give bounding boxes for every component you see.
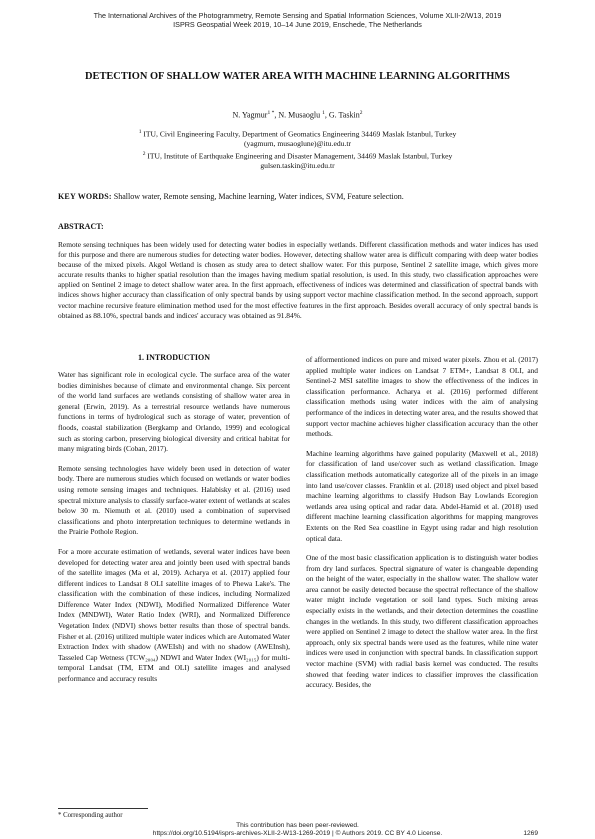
- author-affil-mark: 1: [322, 110, 325, 116]
- paragraph: For a more accurate estimation of wetlands, several water indices have been developed for detecting water area and jointly been used with spectral bands of the satellite images (Ma et al, 2019). Acharya et al. (2017) applied four different indices to Landsat 8 OLI satellite images of to Phewa Lake's. The classification with the combination of these indices, including Normalized Difference Water Index (NDWI), Modified Normalized Difference Water Index (MNDWI), Water Ratio Index (WRI), and Normalized Difference Vegetation Index (NDVI) shows better results than those of spectral bands. Fisher et al. (2016) utilized multiple water indices which are Automated Water Extraction Index with shadow (AWEIsh) and with no shadow (AWEInsh), Tasseled Cap Wetness (TCW₂₀₀₄) NDWI and Water Index (WI₂₀₁₅) for multi-temporal Landsat (TM, ETM and OLI) satellite images and analysed performance and accuracy results: [58, 546, 291, 684]
- abstract-heading: ABSTRACT:: [58, 222, 104, 231]
- affiliation-email: (yagmurn, musaoglune)@itu.edu.tr: [244, 139, 351, 149]
- affiliation-text: ITU, Civil Engineering Faculty, Department of Geomatics Engineering 34469 Maslak Istanbul, Turkey: [143, 129, 457, 139]
- author-name: G. Taskin: [328, 110, 360, 120]
- paragraph: Remote sensing technologies have widely been used in detection of water body. There are numerous studies which focused on wetlands or water bodies using remote sensing images and techniques. Halabisky et al. (2016) used spectral mixture analysis to classify surface-water extent of wetlands at scales below 30 m. Niemuth et al. (2010) used a combination of supervised classifications and photo interpretation techniques to determine wetlands in the Prairie Pothole Region.: [58, 463, 290, 537]
- author-affil-mark: 1 *: [267, 110, 275, 116]
- author-name: N. Musaoglu: [278, 110, 321, 120]
- footnote-divider: [58, 808, 148, 809]
- left-column: [58, 353, 290, 694]
- footer-doi-link[interactable]: https://doi.org/10.5194/isprs-archives-XLII-2-W13-1269-2019 | © Authors 2019. CC BY 4.0 License.: [152, 830, 443, 837]
- affiliation-text: ITU, Institute of Earthquake Engineering and Disaster Management, 34469 Maslak Istanbul, Turkey: [147, 151, 453, 161]
- footnote: * Corresponding author: [58, 812, 123, 819]
- affiliation-mark: 2: [142, 151, 146, 157]
- running-header: [0, 11, 595, 29]
- author-affil-mark: 2: [359, 110, 363, 116]
- abstract-text: Remote sensing techniques has been widely used for detecting water bodies in especially wetlands. Different classification methods and water indices has used for this purpose and there are numerous studies for detecting water bodies. However, detecting shallow water area is difficult comparing with deep water bodies because of the mixed pixels. Akgol Wetland is chosen as study area to detect shallow water. For this purpose, Sentinel 2 satellite image, which gives more accurate results thanks to higher spatial resolution than the images having medium spatial resolution, is used. In this study, two classification approaches were applied on Sentinel 2 image to detect shallow water area. In the first approach, effectiveness of indices was determined and classification of spectral bands with indices shows higher accuracy than classification of only spectral bands by using support vector machine classification method. In the second approach, support vector machine recursive feature elimination method used for the most effective features in the first approach. Besides overall accuracy of only spectral bands is obtained as 88.10%, spectral bands and indices' accuracy was obtained as 91.84%.: [58, 240, 538, 320]
- page-footer: [0, 822, 595, 838]
- keywords-label: KEY WORDS:: [58, 192, 112, 201]
- paragraph: Machine learning algorithms have gained popularity (Maxwell et al., 2018) for classification of land use/cover such as wetland classification. Image classification methods automatically categorize all of the pixels in an image into land use/cover classes. Franklin et al. (2018) used object and pixel based machine learning algorithms to classify Hudson Bay Lowlands Ecoregion wetlands area using optical and radar data. Abdel-Hamid et al. (2018) used different machine learning classification algorithms for mapping mangroves Extents on the Red Sea coastline in Egypt using radar and high resolution optical data.: [306, 448, 538, 543]
- page-number: 1269: [523, 830, 538, 837]
- affiliation-1: [60, 128, 535, 149]
- paragraph: of afformentioned indices on pure and mixed water pixels. Zhou et al. (2017) applied multiple water indices on Landsat 7 ETM+, Landsat 8 OLI, and Sentinel-2 MSI satellite images to show the effectiveness of the indices in classification performance. Acharya et al. (2016) performed different classification methods using water indices with the aim of analysing performance of the indices in detecting water area, and the results showed that support vector machine achieves higher classification accuracy than the other methods.: [306, 355, 538, 439]
- keywords-text: Shallow water, Remote sensing, Machine learning, Water indices, SVM, Feature selection.: [113, 192, 404, 201]
- header-line-2: ISPRS Geospatial Week 2019, 10–14 June 2019, Enschede, The Netherlands: [173, 20, 422, 29]
- paragraph: One of the most basic classification application is to distinguish water bodies from dry land surfaces. Spectral signature of water is changeable depending on the height of the water, especially in the shallow water. The shallow water area cannot be easily detected because the spectral reflectance of the shallow water might include vegetation or soil land types. Such mixing areas especially exists in the wetlands, and their detection determines the coastline changes in the wetlands. In this study, two different classification approaches were applied on Sentinel 2 image to detect the shallow water area. In the first approach, only six spectral bands were used as the features, while nine water indices were used in conjunction with spectral bands. In classification support vector machine (SVM) with radial basis kernel was conducted. The results showed that feeding water indices to classifier improves the classification accuracy. Besides, the: [306, 553, 538, 690]
- affiliation-2: [60, 150, 535, 171]
- affiliation-email: gulsen.taskin@itu.edu.tr: [260, 161, 335, 171]
- author-name: N. Yagmur: [232, 110, 268, 120]
- keywords: [58, 192, 538, 202]
- section-heading: 1. INTRODUCTION: [137, 353, 210, 362]
- paper-title: DETECTION OF SHALLOW WATER AREA WITH MACHINE LEARNING ALGORITHMS: [85, 71, 510, 82]
- right-column: [306, 355, 538, 700]
- affiliation-mark: 1: [138, 129, 142, 135]
- header-line-1: The International Archives of the Photogrammetry, Remote Sensing and Spatial Information Sciences, Volume XLII-2/W13, 2019: [93, 11, 502, 20]
- footer-review-note: This contribution has been peer-reviewed.: [236, 822, 359, 829]
- paragraph: Water has significant role in ecological cycle. The surface area of the water bodies diminishes because of climate and environmental change. Six percent of the world land surfaces are wetlands consisting of shallow water area in general (Erwin, 2019). As a terrestrial resource wetlands have numerous functions in terms of hydrological such as storage of water, prevention of floods, coastal stabilization (Bergkamp and Orlando, 1999) and ecological such as storing carbon, preserving biological diversity and critical habitat for many migrating birds (Coban, 2017).: [58, 370, 290, 454]
- author-list: N. Yagmur$^{1 *}$, N. Musaoglu $^1$, G. Taskin$^2$: [232, 110, 363, 120]
